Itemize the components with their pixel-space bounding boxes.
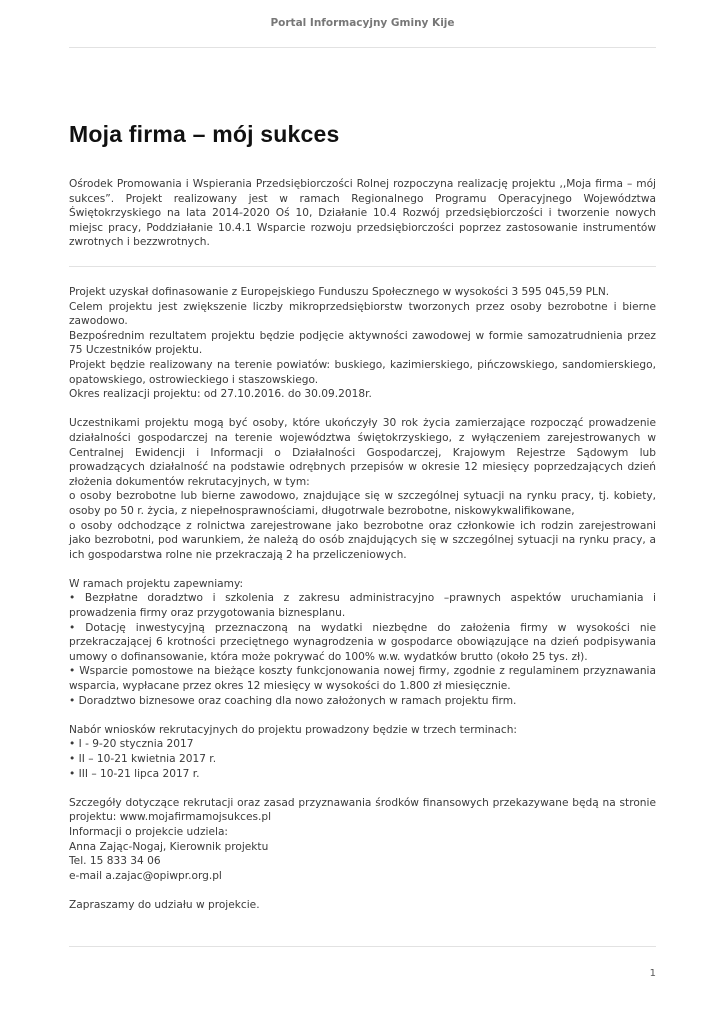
intro-paragraph xyxy=(69,177,656,250)
site-header-title: Portal Informacyjny Gminy Kije xyxy=(270,17,455,29)
recruitment-term: • III – 10-21 lipca 2017 r. xyxy=(69,767,200,780)
details-text: Szczegóły dotyczące rekrutacji oraz zasad przyznawania środków finansowych przekazywane będą na stronie projektu: www.mojafirmamojsukces.pl xyxy=(69,796,656,824)
page-title: Moja firma – mój sukces xyxy=(69,121,340,147)
participants-text: Uczestnikami projektu mogą być osoby, które ukończyły 30 rok życia zamierzające rozpocząć prowadzenie działalności gospodarczej na terenie województwa świętokrzyskiego, z wyłączeniem zarejestrowanych w Centralnej Ewidencji i Informacji o Działalności Gospodarczej, Krajowym Rejestrze Sądowym lub prowadzących działalność na podstawie odrębnych przepisów w okresie 12 miesięcy poprzedzających dzień złożenia dokumentów rekrutacyjnych, w tym: xyxy=(69,417,656,488)
provides-item: • Dotację inwestycyjną przeznaczoną na wydatki niezbędne do założenia firmy w wysokości nie przekraczającej 6 krotności przeciętnego wynagrodzenia w gospodarce obowiązujące na dzień podpisywania umowy o dofinansowanie, która może pokrywać do 100% w.w. wydatków brutto (około 25 tys. zł). xyxy=(69,621,656,663)
participant-item: o osoby bezrobotne lub bierne zawodowo, znajdujące się w szczególnej sytuacji na rynku pracy, tj. kobiety, osoby po 50 r. życia, z niepełnosprawnościami, długotrwale bezrobotne, niskowykwalifikowane, xyxy=(69,490,656,517)
contact-email: e-mail a.zajac@opiwpr.org.pl xyxy=(69,869,222,882)
participant-item: o osoby odchodzące z rolnictwa zarejestrowane jako bezrobotne oraz członkowie ich rodzin zarejestrowani jako bezrobotni, pod warunkiem, że należą do osób znajdujących się w szczególnej sytuacji na rynku pracy, a ich gospodarstwa rolne nie przekraczają 2 ha przeliczeniowych. xyxy=(69,519,656,561)
contact-phone: Tel. 15 833 34 06 xyxy=(69,855,161,868)
result-text: Bezpośrednim rezultatem projektu będzie podjęcie aktywności zawodowej w formie samozatrudnienia przez 75 Uczestników projektu. xyxy=(69,329,656,357)
area-text: Projekt będzie realizowany na terenie powiatów: buskiego, kazimierskiego, pińczowskiego, sandomierskiego, opatowskiego, ostrowieckiego i staszowskiego. xyxy=(69,358,656,386)
contact-name: Anna Zając-Nogaj, Kierownik projektu xyxy=(69,840,269,853)
contact-heading: Informacji o projekcie udziela: xyxy=(69,825,228,838)
footer-divider xyxy=(69,946,656,947)
page-number: 1 xyxy=(649,968,656,979)
goal-text: Celem projektu jest zwiększenie liczby mikroprzedsiębiorstw tworzonych przez osoby bezrobotne i bierne zawodowo. xyxy=(69,300,656,328)
provides-intro: W ramach projektu zapewniamy: xyxy=(69,577,244,590)
provides-item: • Wsparcie pomostowe na bieżące koszty funkcjonowania nowej firmy, zgodnie z regulaminem przyznawania wsparcia, wypłacane przez okres 12 miesięcy w wysokości do 1.800 zł miesięcznie. xyxy=(69,665,656,693)
provides-item: • Bezpłatne doradztwo i szkolenia z zakresu administracyjno –prawnych aspektów uruchamiania i prowadzenia firmy oraz przygotowania biznesplanu. xyxy=(69,592,656,620)
funding-text: Projekt uzyskał dofinasowanie z Europejskiego Funduszu Społecznego w wysokości 3 595 045,59 PLN. xyxy=(69,286,610,298)
recruitment-term: • I - 9-20 stycznia 2017 xyxy=(69,738,194,751)
closing-text: Zapraszamy do udziału w projekcie. xyxy=(69,898,260,911)
article-body xyxy=(69,285,656,913)
intro-text: Ośrodek Promowania i Wspierania Przedsiębiorczości Rolnej rozpoczyna realizację projektu ,,Moja firma – mój sukces”. Projekt realizowany jest w ramach Regionalnego Programu Operacyjnego Województwa Świętokrzyskiego na lata 2014-2020 Oś 10, Działanie 10.4 Rozwój przedsiębiorczości i tworzenie nowych miejsc pracy, Poddziałanie 10.4.1 Wsparcie rozwoju przedsiębiorczości poprzez zastosowanie instrumentów zwrotnych i bezzwrotnych. xyxy=(69,178,656,249)
header-divider xyxy=(69,47,656,48)
recruitment-intro: Nabór wniosków rekrutacyjnych do projektu prowadzony będzie w trzech terminach: xyxy=(69,723,517,736)
section-divider xyxy=(69,266,656,267)
recruitment-term: • II – 10-21 kwietnia 2017 r. xyxy=(69,753,217,765)
provides-item: • Doradztwo biznesowe oraz coaching dla nowo założonych w ramach projektu firm. xyxy=(69,694,517,707)
period-text: Okres realizacji projektu: od 27.10.2016. do 30.09.2018r. xyxy=(69,388,372,401)
